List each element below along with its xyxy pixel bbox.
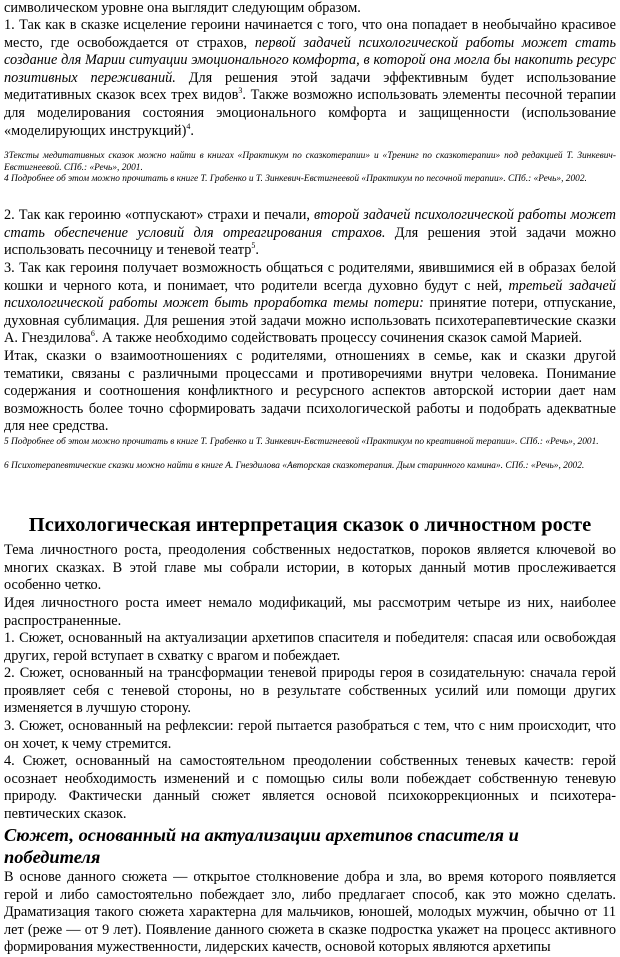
- paragraph-intro-line: символическом уровне она выглядит следующим образом.: [4, 0, 361, 16]
- plot-type-4: 4. Сюжет, основанный на самостоятельном преодолении собственных теневых качеств: герой осознает необходимость изменений и с помощью силы воли побеждает собственную теневую природу. Фактически данный сюжет является основой психокоррекционных и психотера-певтических сказок.: [4, 753, 616, 822]
- footnote-3: 3Тексты медитативных сказок можно найти в книгах «Практикум по сказкотерапии» и «Тренинг по сказкотерапии» под редакцией Т. Зинкевич-Евстигнеевой. СПб.: «Речь», 2001.: [4, 151, 616, 174]
- paragraph-task-3: [4, 260, 616, 348]
- plot-type-2: 2. Сюжет, основанный на трансформации теневой природы героя в созидательную: сначала герой проявляет себя с теневой стороны, но в результате собственных усилий или помощи других изменяется в лучшую сторону.: [4, 665, 616, 717]
- footnote-5: 5 Подробнее об этом можно прочитать в книге Т. Грабенко и Т. Зинкевич-Евстигнеевой «Практикум по креативной терапии». СПб.: «Речь», 2001.: [4, 437, 599, 447]
- paragraph-summary: Итак, сказки о взаимоотношениях с родителями, отношениях в семье, как и сказки другой тематики, связаны с различными процессами и противоречиями внутри человека. Понимание содержания и соотношения конфликтного и ресурсного аспектов авторской истории дает нам возможность более точно сформировать задачи психологической работы и подобрать адекватные для нее средства.: [4, 348, 616, 435]
- task-1-text-d: . Также возможно использовать элементы песочной терапии для моделирования состояния эмоционального комфорта и защищенности (использование «моделирующих инструкций): [4, 87, 616, 139]
- section-paragraph-1: Тема личностного роста, преодоления собственных недостатков, пороков является ключевой во многих сказках. В этой главе мы собрали истории, в которых данный мотив прослеживается особенно четко.: [4, 542, 616, 594]
- task-2-text-c: Для решения этой задачи можно использовать песочницу и теневой театр: [4, 224, 616, 259]
- task-2-emphasis: второй задачей психологической работы может стать обеспечение условий для отреагирования страхов.: [4, 207, 616, 241]
- footnote-ref-6: 6: [90, 329, 95, 339]
- footnote-4: 4 Подробнее об этом можно прочитать в книге Т. Грабенко и Т. Зинкевич-Евстигнеевой «Практикум по песочной терапии». СПб.: «Речь», 2002.: [4, 174, 587, 184]
- footnote-6: 6 Психотерапевтические сказки можно найти в книге А. Гнездилова «Авторская сказкотерапия. Дым старинного камина». СПб.: «Речь», 2002.: [4, 461, 585, 471]
- task-3-emphasis: третьей задачей психологической работы может быть проработка темы потери:: [4, 277, 616, 312]
- paragraph-task-1: [4, 17, 616, 140]
- subsection-heading: Сюжет, основанный на актуализации архетипов спасителя и победителя: [4, 825, 519, 867]
- paragraph-task-2: [4, 207, 616, 260]
- task-3-text-a: 3. Так как героиня получает возможность общаться с родителями, явившимися ей в образах белой кошки и черного кота, и понимает, что родители всегда духовно будут с ней,: [4, 260, 616, 294]
- task-3-text-c: принятие потери, отпускание, духовная сублимация. Для решения этой задачи можно использовать психотерапевтические сказки А. Гнездилова: [4, 295, 616, 347]
- footnote-ref-4: 4: [186, 121, 191, 131]
- task-1-text-c: Для решения этой задачи эффективным будет использование медитативных сказок всех трех видов: [4, 69, 617, 104]
- task-2-text-a: 2. Так как героиню «отпускают» страхи и печали,: [4, 207, 314, 223]
- plot-type-1: 1. Сюжет, основанный на актуализации архетипов спасителя и победителя: спасая или освобождая других, герой вступает в схватку с врагом и побеждает.: [4, 630, 616, 664]
- section-heading: Психологическая интерпретация сказок о личностном росте: [28, 514, 592, 536]
- task-2-text-d: .: [255, 242, 259, 259]
- task-1-text-a: 1. Так как в сказке исцеление героини начинается с того, что она попадает в необычайно красивое место, где освобождается от страхов,: [4, 17, 616, 51]
- task-1-text-e: .: [190, 122, 194, 139]
- task-3-text-d: . А также необходимо содействовать процессу сочинения сказок самой Марией.: [94, 330, 583, 347]
- subsection-paragraph-1: В основе данного сюжета — открытое столкновение добра и зла, во время которого появляется герой и либо самостоятельно побеждает зло, либо предлагает способ, как это можно сделать. Драматизация такого сюжета характерна для мальчиков, юношей, молодых мужчин, обычно от 11 лет (реже — от 9 лет). Появление данного сюжета в сказке подростка укажет на процесс активного формирования мужественности, лидерских качеств, основой которых являются архетипы: [4, 869, 616, 956]
- plot-type-3: 3. Сюжет, основанный на рефлексии: герой пытается разобраться с тем, что с ним происходит, что он хочет, к чему стремится.: [4, 718, 616, 752]
- footnote-ref-3: 3: [238, 86, 243, 96]
- footnote-ref-5: 5: [251, 241, 256, 251]
- section-paragraph-2: Идея личностного роста имеет немало модификаций, мы рассмотрим четыре из них, наиболее распространенные.: [4, 595, 616, 629]
- task-1-emphasis: первой задачей психологической работы может стать создание для Марии ситуации эмоционального комфорта, в которой она могла бы накопить ресурс позитивных переживаний.: [4, 34, 616, 86]
